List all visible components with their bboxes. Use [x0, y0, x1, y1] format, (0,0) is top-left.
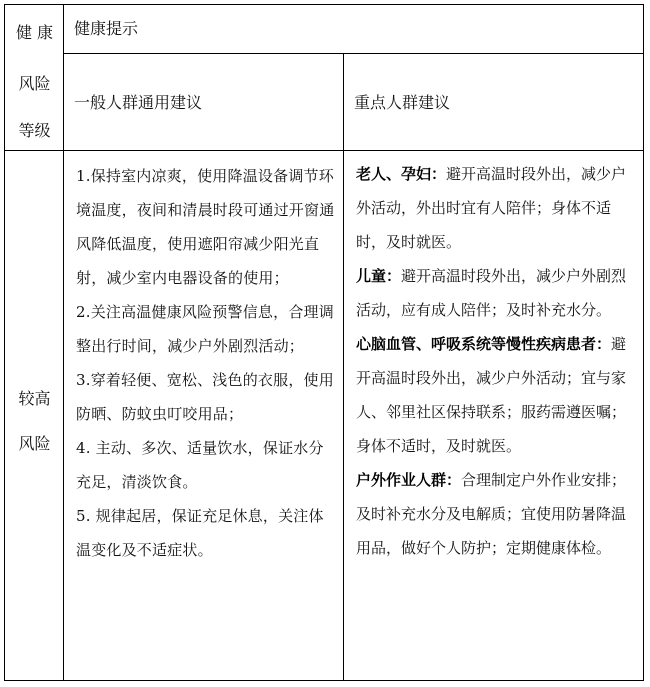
general-advice-cell	[64, 151, 344, 682]
general-advice-item: 5. 规律起居，保证充足休息，关注体温变化及不适症状。	[76, 507, 324, 559]
priority-population-header-cell	[344, 54, 645, 151]
priority-group-label: 心脑血管、呼吸系统等慢性疾病患者：	[356, 335, 612, 353]
priority-advice-item	[356, 157, 635, 259]
health-advice-table	[4, 4, 644, 681]
general-advice-item: 4. 主动、多次、适量饮水，保证水分充足，清淡饮食。	[76, 439, 324, 491]
general-population-header-cell	[64, 54, 344, 151]
priority-group-label: 老人、孕妇：	[356, 165, 447, 183]
risk-level-line-1: 较高	[18, 389, 51, 408]
health-tip-title: 健康提示	[74, 19, 139, 38]
priority-group-label: 户外作业人群：	[356, 471, 462, 489]
risk-level-header-cell	[5, 5, 64, 151]
priority-advice-cell	[344, 151, 645, 682]
priority-group-text: 避开高温时段外出，减少户外活动，外出时宜有人陪伴；身体不适时，及时就医。	[356, 165, 627, 251]
priority-advice-item	[356, 327, 635, 463]
health-tip-title-cell	[64, 5, 645, 54]
priority-population-header: 重点人群建议	[354, 93, 451, 112]
risk-level-line-2: 风险	[18, 434, 51, 453]
priority-group-text: 避开高温时段外出，减少户外活动；宜与家人、邻里社区保持联系；服药需遵医嘱；身体不适时，及时就医。	[356, 335, 627, 455]
risk-level-header-line-2: 风险	[18, 74, 51, 93]
risk-level-header-line-3: 等级	[18, 121, 51, 140]
priority-group-text: 避开高温时段外出，减少户外剧烈活动，应有成人陪伴；及时补充水分。	[356, 267, 627, 319]
priority-group-label: 儿童：	[356, 267, 402, 285]
risk-level-header-line-1: 健 康	[15, 23, 54, 42]
general-population-header: 一般人群通用建议	[74, 93, 203, 112]
general-advice-item: 1.保持室内凉爽，使用降温设备调节环境温度，夜间和清晨时段可通过开窗通风降低温度，使用遮阳帘减少阳光直射，减少室内电器设备的使用；	[76, 167, 335, 287]
general-advice-item: 3.穿着轻便、宽松、浅色的衣服，使用防晒、防蚊虫叮咬用品；	[76, 371, 334, 423]
priority-advice-item	[356, 259, 635, 327]
risk-level-cell	[5, 151, 64, 682]
general-advice-item: 2.关注高温健康风险预警信息，合理调整出行时间，减少户外剧烈活动；	[76, 303, 334, 355]
priority-advice-item	[356, 463, 635, 565]
priority-group-text: 合理制定户外作业安排；及时补充水分及电解质；宜使用防暑降温用品，做好个人防护；定期健康体检。	[356, 471, 627, 557]
